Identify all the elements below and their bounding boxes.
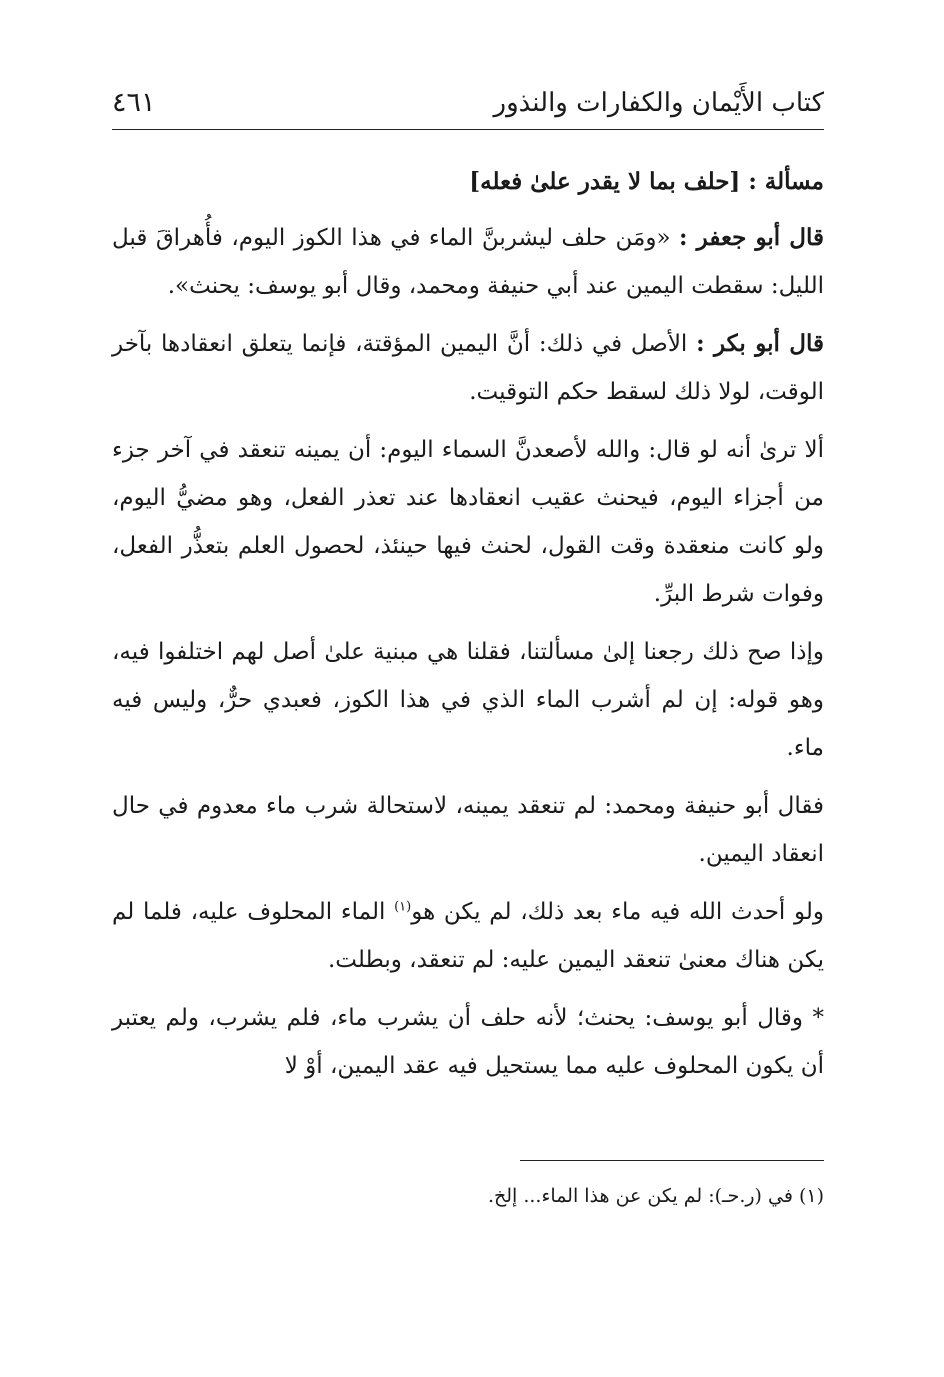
main-text — [112, 158, 824, 1100]
paragraph-text: «ومَن حلف ليشربنَّ الماء في هذا الكوز اليوم، فأُهراقَ قبل الليل: سقطت اليمين عند أبي حنيفة ومحمد، وقال أبو يوسف: يحنث». — [112, 225, 824, 299]
paragraph-text: الأصل في ذلك: أنَّ اليمين المؤقتة، فإنما يتعلق انعقادها بآخر الوقت، لولا ذلك لسقط حكم التوقيت. — [112, 331, 824, 405]
paragraph-6 — [112, 888, 824, 984]
page-header — [112, 78, 824, 130]
speaker-label: قال أبو جعفر : — [679, 224, 825, 251]
footnote-rule — [520, 1160, 824, 1161]
speaker-label: قال أبو بكر : — [696, 330, 824, 357]
paragraph-5: فقال أبو حنيفة ومحمد: لم تنعقد يمينه، لاستحالة شرب ماء معدوم في حال انعقاد اليمين. — [112, 793, 824, 867]
header-rule — [112, 129, 824, 130]
paragraph-text: ولو أحدث الله فيه ماء بعد ذلك، لم يكن هو — [411, 899, 824, 925]
paragraph-4: وإذا صح ذلك رجعنا إلىٰ مسألتنا، فقلنا هي مبنية علىٰ أصل لهم اختلفوا فيه، وهو قوله: إن لم أشرب الماء الذي في هذا الكوز، فعبدي حرٌّ، وليس فيه ماء. — [112, 639, 824, 761]
running-title: كتاب الأَيْمان والكفارات والنذور — [493, 88, 824, 118]
section-heading: مسألة : [حلف بما لا يقدر علىٰ فعله] — [469, 168, 824, 195]
footnote-marker: (١) — [394, 899, 412, 915]
paragraph-7: * وقال أبو يوسف: يحنث؛ لأنه حلف أن يشرب ماء، فلم يشرب، ولم يعتبر أن يكون المحلوف عليه مما يستحيل فيه عقد اليمين، أوْ لا — [112, 1005, 824, 1079]
paragraph-3: ألا ترىٰ أنه لو قال: والله لأصعدنَّ السماء اليوم: أن يمينه تنعقد في آخر جزء من أجزاء اليوم، فيحنث عقيب انعقادها عند تعذر الفعل، وهو مضيُّ اليوم، ولو كانت منعقدة وقت القول، لحنث فيها حينئذ، لحصول العلم بتعذُّر الفعل، وفوات شرط البرِّ. — [112, 437, 824, 607]
paragraph-2 — [112, 320, 824, 416]
paragraph-1 — [112, 214, 824, 310]
page-number: ٤٦١ — [112, 87, 156, 118]
footnote: (١) في (ر.حـ): لم يكن عن هذا الماء... إلخ. — [487, 1185, 824, 1207]
paragraph-text: الماء المحلوف عليه، فلما لم يكن هناك معنىٰ تنعقد اليمين عليه: لم تنعقد، وبطلت. — [112, 899, 824, 973]
